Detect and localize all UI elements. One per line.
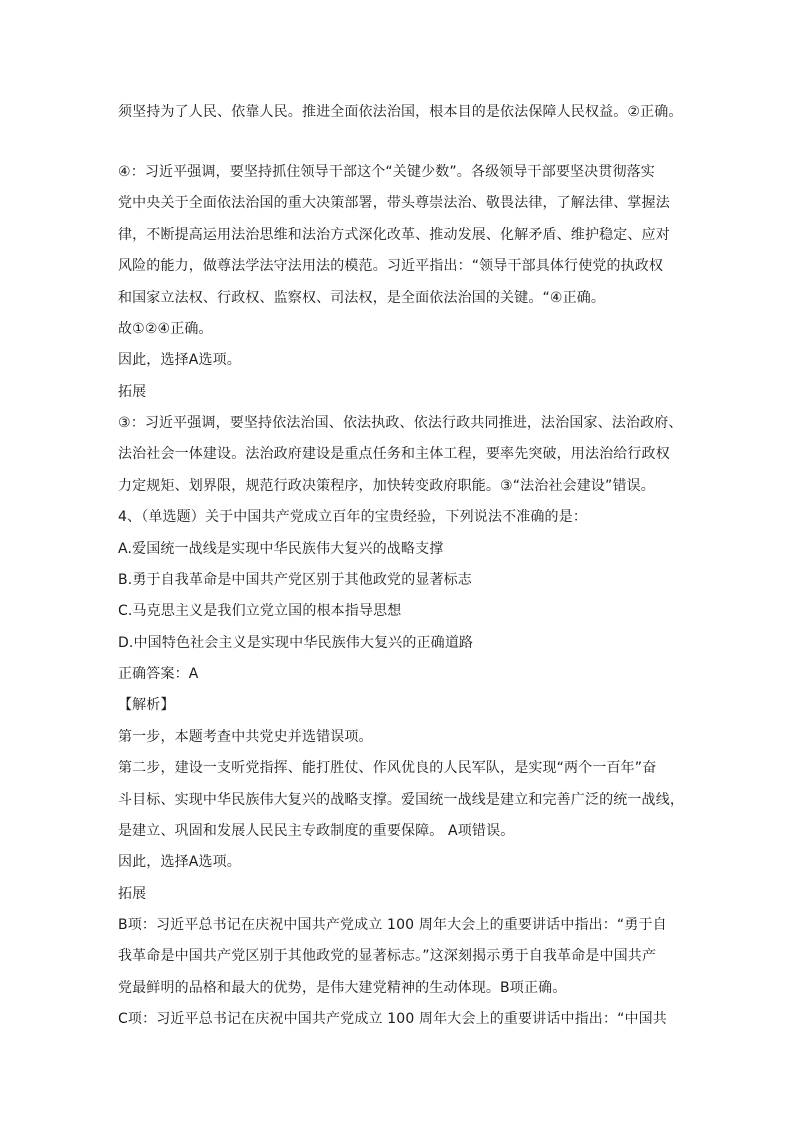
text-line: ③：习近平强调，要坚持依法治国、依法执政、依法行政共同推进，法治国家、法治政府、: [118, 415, 683, 431]
text-line: ④：习近平强调，要坚持抓住领导干部这个“关键少数”。各级领导干部要坚决贯彻落实: [118, 164, 655, 180]
text-line: 因此，选择A选项。: [118, 854, 241, 870]
text-line: 党中央关于全面依法治国的重大决策部署，带头尊崇法治、敬畏法律，了解法律、掌握法: [118, 195, 670, 211]
section-label-expand: 拓展: [118, 886, 147, 902]
correct-answer: 正确答案：A: [118, 666, 199, 682]
text-line: 是建立、巩固和发展人民民主专政制度的重要保障。 A项错误。: [118, 823, 515, 839]
option-a: A.爱国统一战线是实现中华民族伟大复兴的战略支撑: [118, 541, 444, 557]
text-line: 力定规矩、划界限，规范行政决策程序，加快转变政府职能。③“法治社会建设”错误。: [118, 478, 655, 494]
text-line: 律，不断提高运用法治思维和法治方式深化改革、推动发展、化解矛盾、维护稳定、应对: [118, 227, 670, 243]
text-line: 第二步，建设一支听党指挥、能打胜仗、作风优良的人民军队，是实现“两个一百年”奋: [118, 760, 657, 776]
text-line: 法治社会一体建设。法治政府建设是重点任务和主体工程，要率先突破，用法治给行政权: [118, 446, 670, 462]
text-line: 和国家立法权、行政权、监察权、司法权，是全面依法治国的关键。“④正确。: [118, 290, 606, 306]
text-line: 第一步，本题考查中共党史并选错误项。: [118, 729, 373, 745]
question-stem: 4、（单选题）关于中国共产党成立百年的宝贵经验，下列说法不准确的是：: [118, 509, 588, 525]
section-label-expand: 拓展: [118, 384, 147, 400]
option-c: C.马克思主义是我们立党立国的根本指导思想: [118, 603, 402, 619]
text-line: 斗目标、实现中华民族伟大复兴的战略支撑。爱国统一战线是建立和完善广泛的统一战线，: [118, 792, 684, 808]
text-line: 因此，选择A选项。: [118, 352, 241, 368]
text-line: 风险的能力，做尊法学法守法用法的模范。习近平指出：“领导干部具体行使党的执政权: [118, 258, 664, 274]
option-b: B.勇于自我革命是中国共产党区别于其他政党的显著标志: [118, 572, 472, 588]
text-line: B项：习近平总书记在庆祝中国共产党成立 100 周年大会上的重要讲话中指出：“勇于自: [118, 917, 667, 933]
option-d: D.中国特色社会主义是实现中华民族伟大复兴的正确道路: [118, 635, 474, 651]
text-line: 须坚持为了人民、依靠人民。推进全面依法治国，根本目的是依法保障人民权益。②正确。: [118, 104, 683, 120]
analysis-heading: 【解析】: [118, 697, 175, 713]
text-line: 党最鲜明的品格和最大的优势，是伟大建党精神的生动体现。B项正确。: [118, 980, 567, 996]
text-line: 我革命是中国共产党区别于其他政党的显著标志。”这深刻揭示勇于自我革命是中国共产: [118, 948, 657, 964]
text-line: 故①②④正确。: [118, 321, 213, 337]
text-line: C项：习近平总书记在庆祝中国共产党成立 100 周年大会上的重要讲话中指出：“中国共: [118, 1011, 667, 1027]
